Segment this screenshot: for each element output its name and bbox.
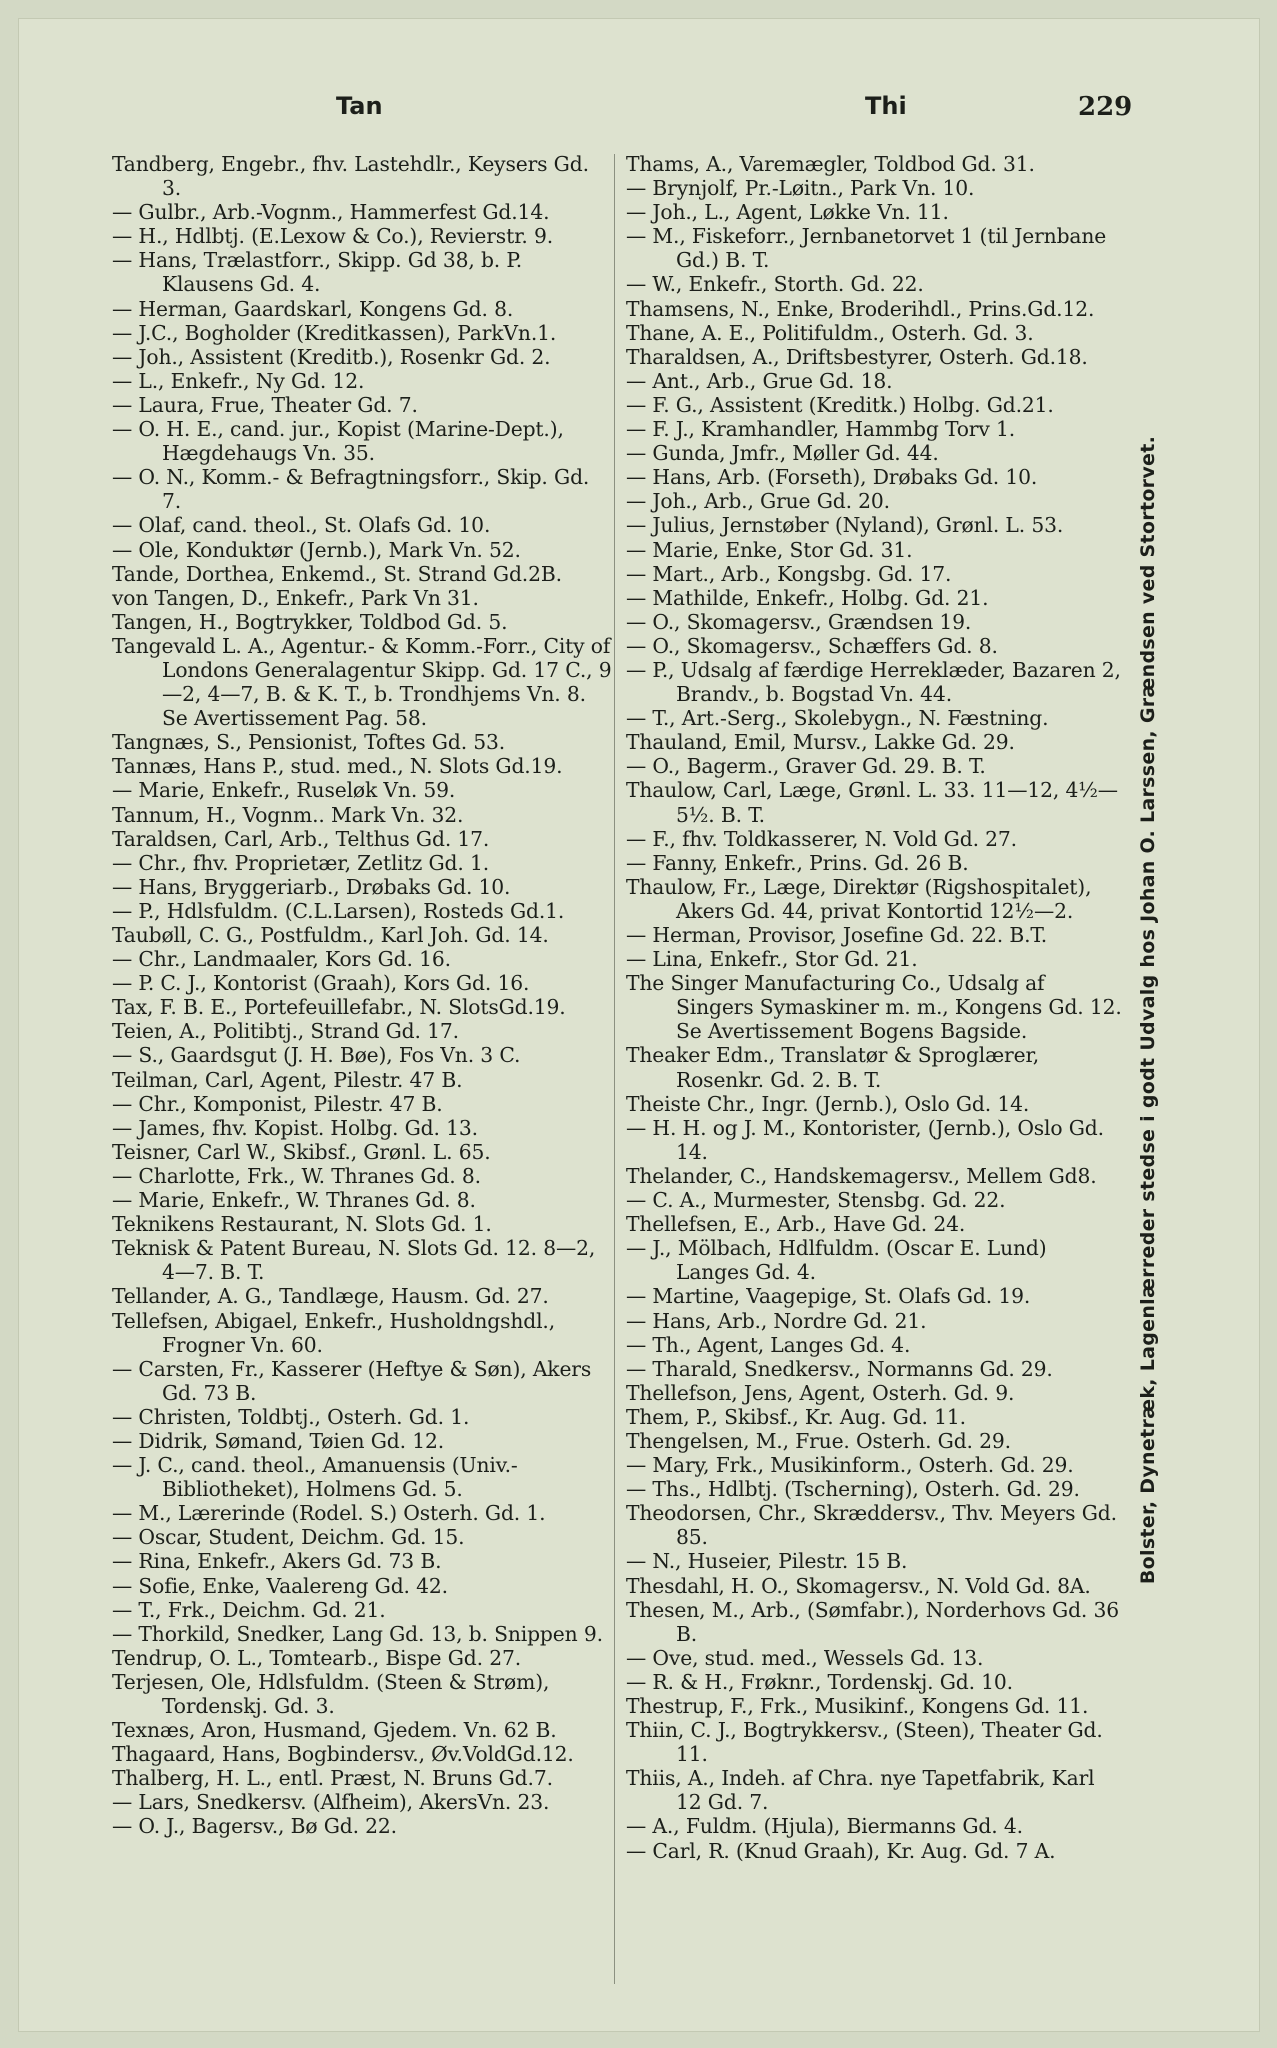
directory-entry: Theiste Chr., Ingr. (Jernb.), Oslo Gd. 14. xyxy=(626,1091,1030,1116)
directory-entry: — N., Huseier, Pilestr. 15 B. xyxy=(626,1549,908,1574)
directory-entry: Tellefsen, Abigael, Enkefr., Husholdngshdl., Frogner Vn. 60. xyxy=(112,1308,556,1357)
directory-entry: Teknikens Restaurant, N. Slots Gd. 1. xyxy=(112,1212,492,1237)
directory-entry: Thesdahl, H. O., Skomagersv., N. Vold Gd. 8A. xyxy=(626,1573,1091,1598)
directory-entry: Theodorsen, Chr., Skræddersv., Thv. Meyers Gd. 85. xyxy=(626,1501,1117,1550)
directory-entry: Thams, A., Varemægler, Toldbod Gd. 31. xyxy=(626,152,1035,176)
directory-entry: — Joh., L., Agent, Løkke Vn. 11. xyxy=(626,200,949,225)
directory-entry: — W., Enkefr., Storth. Gd. 22. xyxy=(626,272,924,297)
directory-entry: — Olaf, cand. theol., St. Olafs Gd. 10. xyxy=(112,513,491,538)
directory-entry: — J. C., cand. theol., Amanuensis (Univ.-Bibliotheket), Holmens Gd. 5. xyxy=(112,1453,518,1502)
directory-entry: — Th., Agent, Langes Gd. 4. xyxy=(626,1332,911,1357)
directory-entry: Tharaldsen, A., Driftsbestyrer, Osterh. Gd.18. xyxy=(626,344,1088,369)
directory-entry: — Lina, Enkefr., Stor Gd. 21. xyxy=(626,947,918,972)
side-advertisement xyxy=(1118,385,1178,1635)
directory-entry: Thagaard, Hans, Bogbindersv., Øv.VoldGd.12. xyxy=(112,1742,574,1767)
directory-entry: — O. H. E., cand. jur., Kopist (Marine-Dept.), Hægdehaugs Vn. 35. xyxy=(112,417,564,466)
directory-entry: — J., Mölbach, Hdlfuldm. (Oscar E. Lund) Langes Gd. 4. xyxy=(626,1236,1047,1285)
directory-entry: Them, P., Skibsf., Kr. Aug. Gd. 11. xyxy=(626,1404,966,1429)
directory-entry: Tax, F. B. E., Portefeuillefabr., N. SlotsGd.19. xyxy=(112,995,566,1020)
directory-entry: — Laura, Frue, Theater Gd. 7. xyxy=(112,392,418,417)
directory-entry: Tendrup, O. L., Tomtearb., Bispe Gd. 27. xyxy=(112,1645,521,1670)
directory-entry: — Chr., Landmaaler, Kors Gd. 16. xyxy=(112,947,451,972)
directory-entry: Thauland, Emil, Mursv., Lakke Gd. 29. xyxy=(626,730,1015,755)
directory-entry: — Gunda, Jmfr., Møller Gd. 44. xyxy=(626,441,939,466)
directory-entry: Thaulow, Fr., Læge, Direktør (Rigshospitalet), Akers Gd. 44, privat Kontortid 12½—2. xyxy=(626,874,1092,923)
directory-entry: — Mathilde, Enkefr., Holbg. Gd. 21. xyxy=(626,585,989,610)
directory-entry: Thesen, M., Arb., (Sømfabr.), Norderhovs Gd. 36 B. xyxy=(626,1597,1120,1646)
directory-entry: Terjesen, Ole, Hdlsfuldm. (Steen & Strøm), Tordenskj. Gd. 3. xyxy=(112,1669,550,1718)
directory-entry: Tangnæs, S., Pensionist, Toftes Gd. 53. xyxy=(112,730,506,755)
directory-entry: — T., Art.-Serg., Skolebygn., N. Fæstning. xyxy=(626,706,1049,731)
directory-entry: Teisner, Carl W., Skibsf., Grønl. L. 65. xyxy=(112,1139,491,1164)
directory-entry: — Christen, Toldbtj., Osterh. Gd. 1. xyxy=(112,1404,470,1429)
directory-entry: Thiin, C. J., Bogtrykkersv., (Steen), Theater Gd. 11. xyxy=(626,1718,1103,1767)
directory-entry: — Hans, Trælastforr., Skipp. Gd 38, b. P. Klausens Gd. 4. xyxy=(112,248,523,297)
directory-entry: — P. C. J., Kontorist (Graah), Kors Gd. 16. xyxy=(112,971,530,996)
directory-entry: Tannæs, Hans P., stud. med., N. Slots Gd.19. xyxy=(112,754,563,779)
directory-entry: — Mart., Arb., Kongsbg. Gd. 17. xyxy=(626,561,952,586)
directory-entry: Thamsens, N., Enke, Broderihdl., Prins.Gd.12. xyxy=(626,296,1095,321)
directory-entry: Thestrup, F., Frk., Musikinf., Kongens Gd. 11. xyxy=(626,1694,1089,1718)
directory-entry: — Ole, Konduktør (Jernb.), Mark Vn. 52. xyxy=(112,537,521,562)
directory-entry: — Brynjolf, Pr.-Løitn., Park Vn. 10. xyxy=(626,176,975,201)
directory-entry: — Joh., Assistent (Kreditb.), Rosenkr Gd. 2. xyxy=(112,344,551,369)
directory-entry: Thane, A. E., Politifuldm., Osterh. Gd. 3. xyxy=(626,320,1034,345)
directory-entry: — H., Hdlbtj. (E.Lexow & Co.), Revierstr. 9. xyxy=(112,224,554,249)
directory-entry: — Thorkild, Snedker, Lang Gd. 13, b. Snippen 9. xyxy=(112,1621,603,1646)
directory-entry: — Herman, Gaardskarl, Kongens Gd. 8. xyxy=(112,296,514,321)
directory-entry: — Hans, Bryggeriarb., Drøbaks Gd. 10. xyxy=(112,874,511,899)
directory-entry: Tellander, A. G., Tandlæge, Hausm. Gd. 27. xyxy=(112,1284,549,1309)
directory-entry: — F. G., Assistent (Kreditk.) Holbg. Gd.21. xyxy=(626,392,1054,417)
directory-entry: — T., Frk., Deichm. Gd. 21. xyxy=(112,1597,386,1622)
directory-entry: Teknisk & Patent Bureau, N. Slots Gd. 12. 8—2, 4—7. B. T. xyxy=(112,1236,596,1285)
directory-entry: Thellefson, Jens, Agent, Osterh. Gd. 9. xyxy=(626,1380,1015,1405)
page-number: 229 xyxy=(1078,92,1133,122)
directory-entry: — S., Gaardsgut (J. H. Bøe), Fos Vn. 3 C. xyxy=(112,1043,521,1068)
directory-entry: Thaulow, Carl, Læge, Grønl. L. 33. 11—12, 4½—5½. B. T. xyxy=(626,778,1118,827)
directory-entry: — Fanny, Enkefr., Prins. Gd. 26 B. xyxy=(626,850,969,875)
left-column xyxy=(112,152,612,1839)
directory-entry: — Julius, Jernstøber (Nyland), Grønl. L. 53. xyxy=(626,513,1064,538)
directory-entry: — Hans, Arb. (Forseth), Drøbaks Gd. 10. xyxy=(626,465,1038,490)
directory-entry: — H. H. og J. M., Kontorister, (Jernb.), Oslo Gd. 14. xyxy=(626,1115,1104,1164)
directory-entry: — Rina, Enkefr., Akers Gd. 73 B. xyxy=(112,1549,442,1574)
directory-entry: — Hans, Arb., Nordre Gd. 21. xyxy=(626,1308,927,1333)
directory-entry: — O. N., Komm.- & Befragtningsforr., Skip. Gd. 7. xyxy=(112,465,590,514)
directory-entry: Teilman, Carl, Agent, Pilestr. 47 B. xyxy=(112,1067,463,1092)
directory-entry: — Ant., Arb., Grue Gd. 18. xyxy=(626,368,893,393)
directory-entry: — O., Bagerm., Graver Gd. 29. B. T. xyxy=(626,754,986,779)
directory-entry: — J.C., Bogholder (Kreditkassen), ParkVn.1. xyxy=(112,320,557,345)
right-column xyxy=(626,152,1123,1863)
directory-entry: Thellefsen, E., Arb., Have Gd. 24. xyxy=(626,1212,966,1237)
directory-entry: Tannum, H., Vognm.. Mark Vn. 32. xyxy=(112,802,464,827)
directory-entry: — O., Skomagersv., Schæffers Gd. 8. xyxy=(626,633,998,658)
directory-entry: Theaker Edm., Translatør & Sproglærer, Rosenkr. Gd. 2. B. T. xyxy=(626,1043,1040,1092)
directory-entry: — Chr., fhv. Proprietær, Zetlitz Gd. 1. xyxy=(112,850,489,875)
directory-entry: — Herman, Provisor, Josefine Gd. 22. B.T. xyxy=(626,923,1048,947)
directory-entry: Teien, A., Politibtj., Strand Gd. 17. xyxy=(112,1019,459,1044)
directory-entry: Texnæs, Aron, Husmand, Gjedem. Vn. 62 B. xyxy=(112,1718,557,1743)
directory-entry: — P., Hdlsfuldm. (C.L.Larsen), Rosteds Gd.1. xyxy=(112,898,565,923)
directory-entry: Taubøll, C. G., Postfuldm., Karl Joh. Gd. 14. xyxy=(112,923,549,947)
directory-entry: Thelander, C., Handskemagersv., Mellem Gd8. xyxy=(626,1163,1097,1188)
directory-entry: von Tangen, D., Enkefr., Park Vn 31. xyxy=(112,585,479,610)
header-right-word: Thi xyxy=(865,92,907,120)
directory-entry: — Joh., Arb., Grue Gd. 20. xyxy=(626,489,890,514)
directory-entry: — A., Fuldm. (Hjula), Biermanns Gd. 4. xyxy=(626,1814,1023,1839)
directory-entry: — C. A., Murmester, Stensbg. Gd. 22. xyxy=(626,1188,1006,1213)
directory-entry: — Marie, Enkefr., Ruseløk Vn. 59. xyxy=(112,778,456,803)
directory-entry: — Marie, Enke, Stor Gd. 31. xyxy=(626,537,913,562)
directory-entry: — Oscar, Student, Deichm. Gd. 15. xyxy=(112,1525,465,1550)
directory-entry: Tangen, H., Bogtrykker, Toldbod Gd. 5. xyxy=(112,609,508,634)
directory-entry: — Carl, R. (Knud Graah), Kr. Aug. Gd. 7 A. xyxy=(626,1838,1056,1863)
directory-entry: — Carsten, Fr., Kasserer (Heftye & Søn), Akers Gd. 73 B. xyxy=(112,1356,592,1405)
directory-entry: — Ove, stud. med., Wessels Gd. 13. xyxy=(626,1645,984,1670)
column-divider xyxy=(614,154,615,1984)
directory-entry: — P., Udsalg af færdige Herreklæder, Bazaren 2, Brandv., b. Bogstad Vn. 44. xyxy=(626,657,1121,707)
directory-entry: Thiis, A., Indeh. af Chra. nye Tapetfabrik, Karl 12 Gd. 7. xyxy=(626,1766,1095,1815)
directory-entry: — Charlotte, Frk., W. Thranes Gd. 8. xyxy=(112,1163,481,1188)
directory-entry: — R. & H., Frøknr., Tordenskj. Gd. 10. xyxy=(626,1669,1013,1694)
directory-entry: — James, fhv. Kopist. Holbg. Gd. 13. xyxy=(112,1115,478,1140)
directory-entry: — L., Enkefr., Ny Gd. 12. xyxy=(112,368,365,393)
directory-entry: — Lars, Snedkersv. (Alfheim), AkersVn. 23. xyxy=(112,1790,550,1815)
directory-entry: — F., fhv. Toldkasserer, N. Vold Gd. 27. xyxy=(626,826,1017,851)
directory-entry: — M., Fiskeforr., Jernbanetorvet 1 (til Jernbane Gd.) B. T. xyxy=(626,224,1107,273)
directory-entry: Thengelsen, M., Frue. Osterh. Gd. 29. xyxy=(626,1428,1011,1453)
directory-entry: — Didrik, Sømand, Tøien Gd. 12. xyxy=(112,1428,445,1453)
directory-entry: — Marie, Enkefr., W. Thranes Gd. 8. xyxy=(112,1188,476,1213)
directory-entry: Thalberg, H. L., entl. Præst, N. Bruns Gd.7. xyxy=(112,1766,553,1791)
header-left-word: Tan xyxy=(336,92,383,120)
directory-entry: The Singer Manufacturing Co., Udsalg af Singers Symaskiner m. m., Kongens Gd. 12. Se Avertissement Bogens Bagside. xyxy=(626,971,1122,1044)
directory-entry: — Tharald, Snedkersv., Normanns Gd. 29. xyxy=(626,1356,1053,1381)
directory-entry: Tandberg, Engebr., fhv. Lastehdlr., Keysers Gd. 3. xyxy=(112,152,589,201)
directory-entry: Tangevald L. A., Agentur.- & Komm.-Forr., City of Londons Generalagentur Skipp. Gd. 17 C., 9—2, 4—7, B. & K. T., b. Trondhjems Vn. 8. Se Avertissement Pag. 58. xyxy=(112,633,612,731)
directory-entry: — Martine, Vaagepige, St. Olafs Gd. 19. xyxy=(626,1284,1031,1309)
directory-entry: — O., Skomagersv., Grændsen 19. xyxy=(626,609,972,634)
directory-entry: — M., Lærerinde (Rodel. S.) Osterh. Gd. 1. xyxy=(112,1501,546,1526)
directory-entry: Taraldsen, Carl, Arb., Telthus Gd. 17. xyxy=(112,826,490,851)
directory-entry: — Sofie, Enke, Vaalereng Gd. 42. xyxy=(112,1573,448,1598)
directory-entry: Tande, Dorthea, Enkemd., St. Strand Gd.2B. xyxy=(112,561,562,586)
directory-entry: — O. J., Bagersv., Bø Gd. 22. xyxy=(112,1814,397,1839)
directory-entry: — Chr., Komponist, Pilestr. 47 B. xyxy=(112,1091,443,1116)
directory-entry: — F. J., Kramhandler, Hammbg Torv 1. xyxy=(626,417,1016,442)
directory-entry: — Gulbr., Arb.-Vognm., Hammerfest Gd.14. xyxy=(112,200,550,225)
side-advertisement-text: Bolster, Dynetræk, Lagenlærreder stedse i godt Udvalg hos Johan O. Larssen, Grændsen ved Stortorvet. xyxy=(1137,435,1159,1585)
directory-entry: — Ths., Hdlbtj. (Tscherning), Osterh. Gd. 29. xyxy=(626,1477,1080,1502)
directory-entry: — Mary, Frk., Musikinform., Osterh. Gd. 29. xyxy=(626,1453,1074,1478)
